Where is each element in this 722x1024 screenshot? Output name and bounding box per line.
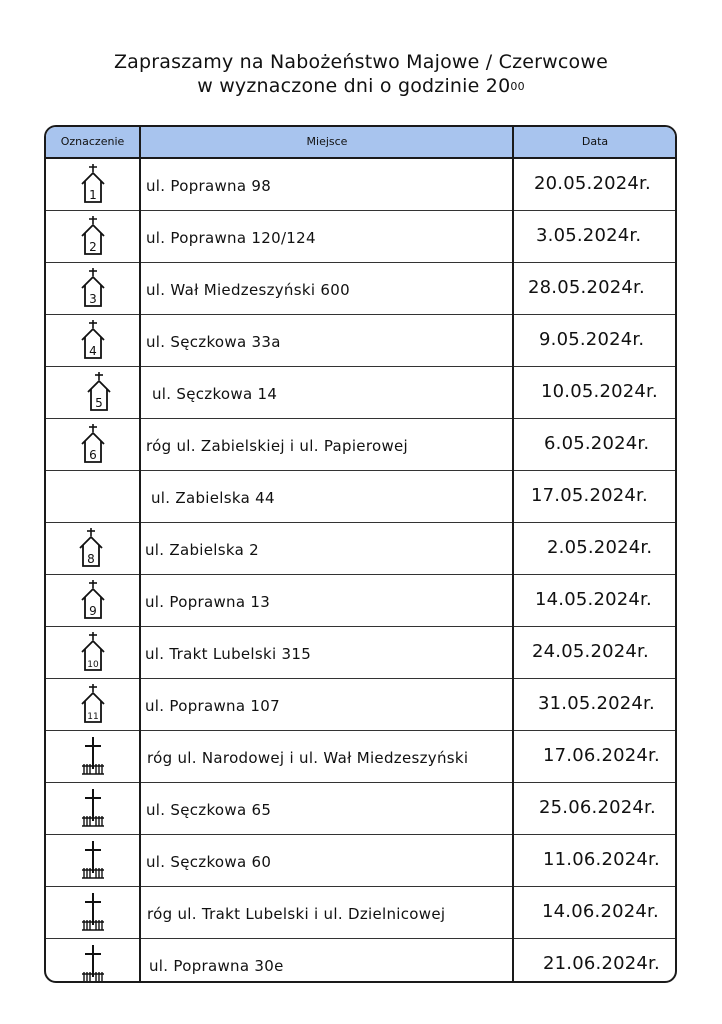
place-cell: ul. Zabielska 2	[145, 541, 260, 559]
place-cell: róg ul. Trakt Lubelski i ul. Dzielnicowej	[147, 905, 446, 923]
date-cell: 2.05.2024r.	[547, 537, 653, 558]
place-cell: róg ul. Zabielskiej i ul. Papierowej	[146, 437, 409, 455]
chapel-number: 11	[87, 712, 99, 722]
chapel-icon	[73, 683, 113, 727]
page-title	[0, 50, 722, 98]
date-cell: 9.05.2024r.	[539, 329, 645, 350]
place-cell: ul. Poprawna 30e	[149, 957, 284, 975]
schedule-table	[44, 125, 677, 983]
title-line-2-text: w wyznaczone dni o godzinie 20	[197, 75, 511, 97]
chapel-icon	[73, 163, 113, 207]
chapel-icon	[71, 527, 111, 571]
roadside-cross-icon	[73, 787, 113, 831]
roadside-cross-icon	[73, 943, 113, 983]
title-line-2	[0, 74, 722, 98]
date-cell: 11.06.2024r.	[543, 849, 660, 870]
chapel-icon	[79, 371, 119, 415]
column-header-oznaczenie: Oznaczenie	[60, 135, 125, 148]
column-header-data: Data	[581, 135, 609, 148]
date-cell: 3.05.2024r.	[536, 225, 642, 246]
chapel-icon	[73, 267, 113, 311]
chapel-number: 1	[89, 188, 97, 202]
date-cell: 28.05.2024r.	[528, 277, 645, 298]
column-divider	[512, 127, 514, 981]
date-cell: 17.05.2024r.	[531, 485, 648, 506]
place-cell: ul. Sęczkowa 14	[152, 385, 278, 403]
place-cell: ul. Poprawna 107	[145, 697, 280, 715]
date-cell: 10.05.2024r.	[541, 381, 658, 402]
date-cell: 14.06.2024r.	[542, 901, 659, 922]
date-cell: 24.05.2024r.	[532, 641, 649, 662]
chapel-number: 5	[95, 396, 103, 410]
place-cell: ul. Zabielska 44	[151, 489, 275, 507]
roadside-cross-icon	[73, 839, 113, 883]
chapel-icon	[73, 215, 113, 259]
roadside-cross-icon	[73, 891, 113, 935]
chapel-number: 9	[89, 604, 97, 618]
title-line-1: Zapraszamy na Nabożeństwo Majowe / Czerwcowe	[113, 51, 609, 73]
column-divider	[139, 127, 141, 981]
place-cell: róg ul. Narodowej i ul. Wał Miedzeszyński	[147, 749, 469, 767]
empty-marker-cell	[73, 475, 113, 519]
title-hour-superscript: 00	[510, 80, 525, 93]
date-cell: 31.05.2024r.	[538, 693, 655, 714]
place-cell: ul. Trakt Lubelski 315	[145, 645, 312, 663]
chapel-number: 10	[87, 660, 99, 670]
chapel-icon	[73, 631, 113, 675]
place-cell: ul. Sęczkowa 65	[146, 801, 272, 819]
date-cell: 6.05.2024r.	[544, 433, 650, 454]
date-cell: 17.06.2024r.	[543, 745, 660, 766]
place-cell: ul. Poprawna 120/124	[146, 229, 316, 247]
chapel-icon	[73, 579, 113, 623]
place-cell: ul. Poprawna 13	[145, 593, 271, 611]
chapel-number: 4	[89, 344, 97, 358]
chapel-number: 3	[89, 292, 97, 306]
date-cell: 20.05.2024r.	[534, 173, 651, 194]
chapel-number: 2	[89, 240, 97, 254]
chapel-number: 6	[89, 448, 97, 462]
place-cell: ul. Sęczkowa 33a	[146, 333, 281, 351]
chapel-number: 8	[87, 552, 95, 566]
column-header-miejsce: Miejsce	[306, 135, 348, 148]
place-cell: ul. Sęczkowa 60	[146, 853, 272, 871]
date-cell: 21.06.2024r.	[543, 953, 660, 974]
date-cell: 14.05.2024r.	[535, 589, 652, 610]
chapel-icon	[73, 423, 113, 467]
place-cell: ul. Wał Miedzeszyński 600	[146, 281, 350, 299]
date-cell: 25.06.2024r.	[539, 797, 656, 818]
place-cell: ul. Poprawna 98	[146, 177, 272, 195]
roadside-cross-icon	[73, 735, 113, 779]
chapel-icon	[73, 319, 113, 363]
